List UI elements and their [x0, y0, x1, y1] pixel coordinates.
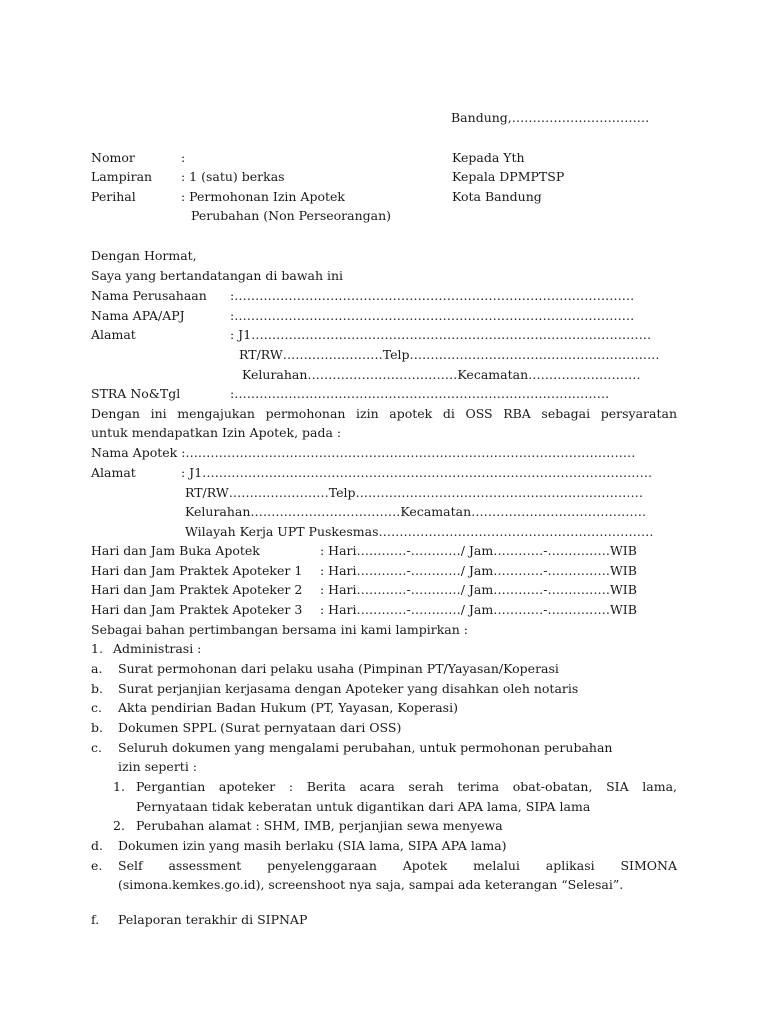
perihal-label: Perihal: [91, 189, 136, 204]
stra-label: STRA No&Tgl: [91, 386, 181, 401]
hours-field: : Hari…………-…………/ Jam…………-……………WIB: [320, 602, 637, 617]
sublist-item-text: Perubahan alamat : SHM, IMB, perjanjian sewa menyewa: [136, 818, 503, 833]
lampiran-value: : 1 (satu) berkas: [181, 169, 285, 184]
kelurahan-kecamatan-field: Kelurahan………………………………Kecamatan………………………: [242, 367, 641, 382]
hours-label: Hari dan Jam Praktek Apoteker 1: [91, 563, 303, 578]
apotek-kelurahan-field: Kelurahan………………………………Kecamatan……………………………………: [185, 504, 647, 519]
rtrw-telp-field: RT/RW……………………Telp……………………………………………………: [239, 347, 660, 362]
list-item-text: Akta pendirian Badan Hukum (PT, Yayasan, Koperasi): [118, 700, 458, 715]
list-item-text: Dokumen izin yang masih berlaku (SIA lama, SIPA APA lama): [118, 838, 507, 853]
list-item-text-cont: (simona.kemkes.go.id), screenshoot nya saja, sampai ada keterangan “Selesai”.: [118, 877, 624, 892]
wilayah-kerja-field: Wilayah Kerja UPT Puskesmas…………………………………………………………: [185, 524, 654, 539]
list-item-marker: b.: [91, 720, 103, 735]
alamat-field: : J1……………………………………………………………………………………: [230, 327, 652, 342]
list-item-marker: f.: [91, 912, 100, 927]
list-item-text: Seluruh dokumen yang mengalami perubahan, untuk permohonan perubahan: [118, 740, 613, 755]
salutation: Dengan Hormat,: [91, 248, 197, 263]
alamat-label: Alamat: [91, 327, 136, 342]
hours-label: Hari dan Jam Praktek Apoteker 2: [91, 582, 303, 597]
list-item-text-cont: izin seperti :: [118, 759, 197, 774]
perusahaan-label: Nama Perusahaan: [91, 288, 207, 303]
sublist-item-marker: 1.: [113, 779, 125, 794]
apotek-alamat-field: : J1………………………………………………………………………………………………: [181, 465, 653, 480]
admin-heading: Administrasi :: [113, 641, 202, 656]
list-item-text: Pelaporan terakhir di SIPNAP: [118, 912, 308, 927]
recipient-line-2: Kepala DPMPTSP: [452, 169, 565, 184]
hours-label: Hari dan Jam Buka Apotek: [91, 543, 260, 558]
list-item-marker: b.: [91, 681, 103, 696]
attachments-intro: Sebagai bahan pertimbangan bersama ini kami lampirkan :: [91, 622, 468, 637]
hours-field: : Hari…………-…………/ Jam…………-……………WIB: [320, 563, 637, 578]
apotek-alamat-label: Alamat: [91, 465, 136, 480]
nama-apotek-field: Nama Apotek :………………………………………………………………………………………………: [91, 445, 636, 460]
sublist-item-text: Pergantian apoteker : Berita acara serah terima obat-obatan, SIA lama,: [136, 779, 677, 794]
sublist-item-text-cont: Pernyataan tidak keberatan untuk digantikan dari APA lama, SIPA lama: [136, 799, 591, 814]
perusahaan-field: :……………………………………………………………………………………: [230, 288, 635, 303]
recipient-line-1: Kepada Yth: [452, 150, 525, 165]
nomor-label: Nomor: [91, 150, 135, 165]
list-item-text: Self assessment penyelenggaraan Apotek melalui aplikasi SIMONA: [118, 858, 677, 873]
list-item-text: Surat permohonan dari pelaku usaha (Pimpinan PT/Yayasan/Koperasi: [118, 661, 559, 676]
recipient-line-3: Kota Bandung: [452, 189, 542, 204]
list-item-marker: c.: [91, 740, 102, 755]
list-item-text: Surat perjanjian kerjasama dengan Apoteker yang disahkan oleh notaris: [118, 681, 579, 696]
nomor-value: :: [181, 150, 186, 165]
apa-label: Nama APA/APJ: [91, 308, 185, 323]
sublist-item-marker: 2.: [113, 818, 125, 833]
admin-heading-number: 1.: [91, 641, 103, 656]
lampiran-label: Lampiran: [91, 169, 153, 184]
hours-label: Hari dan Jam Praktek Apoteker 3: [91, 602, 303, 617]
request-paragraph-line-2: untuk mendapatkan Izin Apotek, pada :: [91, 425, 342, 440]
list-item-marker: d.: [91, 838, 103, 853]
list-item-marker: e.: [91, 858, 103, 873]
hours-field: : Hari…………-…………/ Jam…………-……………WIB: [320, 582, 637, 597]
perihal-value-cont: Perubahan (Non Perseorangan): [191, 208, 392, 223]
hours-field: : Hari…………-…………/ Jam…………-……………WIB: [320, 543, 637, 558]
intro-text: Saya yang bertandatangan di bawah ini: [91, 268, 344, 283]
stra-field: :………………………………………………………………………………: [230, 386, 610, 401]
list-item-marker: a.: [91, 661, 103, 676]
apotek-rtrw-telp-field: RT/RW……………………Telp……………………………………………………………: [185, 485, 643, 500]
list-item-text: Dokumen SPPL (Surat pernyataan dari OSS): [118, 720, 402, 735]
apa-field: :……………………………………………………………………………………: [230, 308, 635, 323]
list-item-marker: c.: [91, 700, 102, 715]
request-paragraph-line-1: Dengan ini mengajukan permohonan izin apotek di OSS RBA sebagai persyaratan: [91, 406, 677, 421]
place-date: Bandung,……………………………: [451, 110, 650, 125]
perihal-value: : Permohonan Izin Apotek: [181, 189, 345, 204]
